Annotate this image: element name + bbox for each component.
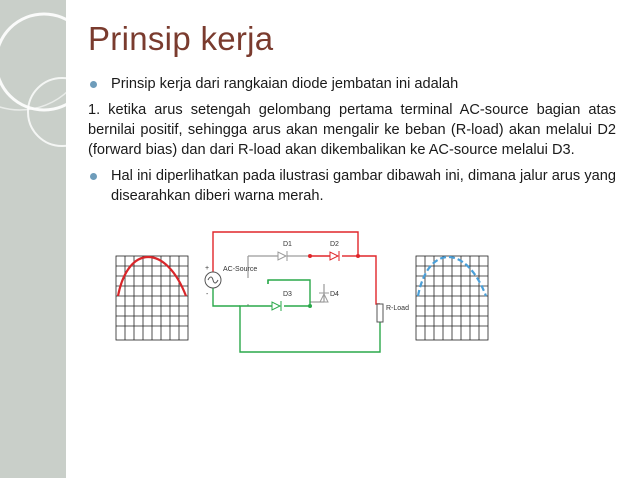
bullet-item: [88, 166, 616, 206]
input-waveform-grid: [116, 256, 188, 340]
label-plus: +: [205, 265, 210, 272]
bridge-rectifier-diagram: [106, 224, 506, 360]
diode-d2: [330, 251, 339, 261]
numbered-paragraph: 1. ketika arus setengah gelombang pertama terminal AC-source bagian atas bernilai positif, sehingga arus akan mengalir ke beban (R-load) akan melalui D2 (forward bias) dan dari R-load akan dikembalikan ke AC-source melalui D3.: [88, 102, 616, 158]
junction-dot: [356, 254, 360, 258]
bullet-text: Prinsip kerja dari rangkaian diode jembatan ini adalah: [111, 76, 459, 92]
ac-source-symbol: [205, 272, 221, 288]
label-d4: D4: [330, 291, 339, 298]
bullet-icon: [90, 173, 97, 180]
slide-title: Prinsip kerja: [88, 20, 274, 57]
output-waveform-grid: [416, 256, 488, 340]
bullet-icon: [90, 81, 97, 88]
return-current-path: [213, 280, 380, 352]
bullet-text: Hal ini diperlihatkan pada ilustrasi gambar dibawah ini, dimana jalur arus yang disearahkan diberi warna merah.: [111, 168, 616, 204]
inactive-paths: [248, 256, 324, 306]
junction-dot: [308, 254, 312, 258]
label-d1: D1: [283, 241, 292, 248]
diode-d1: [278, 251, 301, 261]
label-d2: D2: [330, 241, 339, 248]
slide-body: [88, 74, 616, 212]
junction-dot: [308, 304, 312, 308]
label-ac-source: AC-Source: [223, 266, 258, 273]
label-r-load: R-Load: [386, 305, 409, 312]
bullet-item: [88, 74, 616, 94]
diode-d3: [272, 301, 281, 311]
label-d3: D3: [283, 291, 292, 298]
label-minus: -: [206, 291, 209, 298]
r-load-resistor: [377, 304, 383, 322]
